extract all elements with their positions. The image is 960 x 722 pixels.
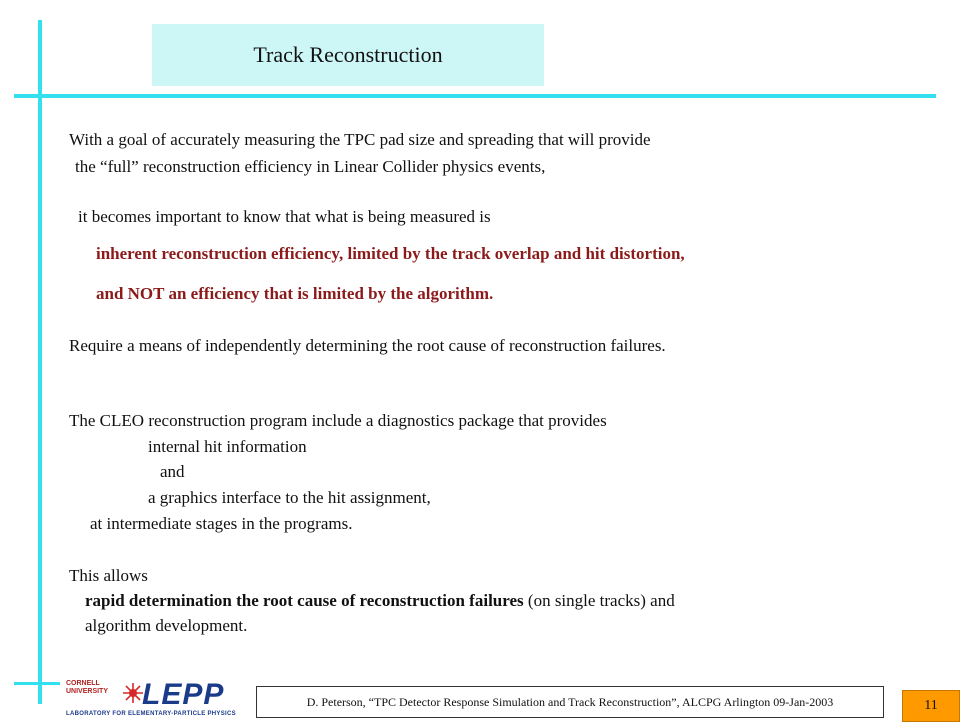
top-accent-line [14,94,936,98]
para2-line1: it becomes important to know that what is being measured is [78,207,491,226]
cornell-line1: CORNELL [66,680,100,687]
para5-rest-text: (on single tracks) and [523,591,675,610]
footer-citation [256,686,884,718]
emphasis-line1: inherent reconstruction efficiency, limited by the track overlap and hit distortion, [96,244,685,263]
para4-line5: at intermediate stages in the programs. [90,514,353,533]
para1-line2: the “full” reconstruction efficiency in Linear Collider physics events, [75,157,546,176]
para4-line3: and [160,462,185,481]
para4-line4: a graphics interface to the hit assignment, [148,488,431,507]
page-number-box [902,690,960,722]
para4-line2: internal hit information [148,437,307,456]
cornell-line2: UNIVERSITY [66,688,109,695]
left-accent-line [38,20,42,704]
para5-line2 [85,591,675,611]
emphasis-line2: and NOT an efficiency that is limited by the algorithm. [96,284,494,303]
para5-line1: This allows [69,566,148,585]
lab-name: LABORATORY FOR ELEMENTARY-PARTICLE PHYSICS [66,711,236,717]
particle-burst-icon [122,682,144,704]
para4-line1: The CLEO reconstruction program include a diagnostics package that provides [69,411,607,430]
lepp-wordmark: LEPP [142,678,225,711]
para3: Require a means of independently determining the root cause of reconstruction failures. [69,336,666,355]
slide-title: Track Reconstruction [253,42,443,67]
page-number: 11 [924,698,938,713]
footer-text: D. Peterson, “TPC Detector Response Simulation and Track Reconstruction”, ALCPG Arlington 09-Jan-2003 [306,694,834,709]
cornell-label [66,680,108,696]
lepp-logo [66,680,236,720]
para1-line1: With a goal of accurately measuring the TPC pad size and spreading that will provide [69,130,651,149]
title-box [152,24,544,86]
para5-line3: algorithm development. [85,616,248,635]
para5-bold-text: rapid determination the root cause of reconstruction failures [85,591,524,610]
bottom-accent-line [14,682,60,685]
